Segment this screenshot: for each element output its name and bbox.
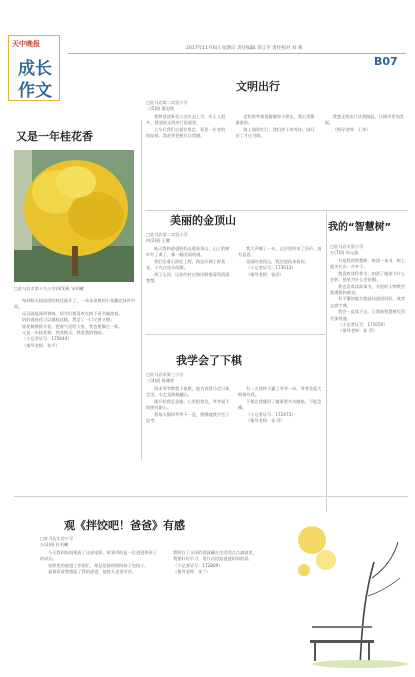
vertical-divider (141, 120, 142, 460)
teacher-note: （指导老师：孙 萍） (338, 328, 378, 334)
byline-xiache: □驻马店市第三小学 三(4)班 杨雅婷 (146, 372, 184, 384)
body-guihua (14, 298, 138, 458)
masthead-info: 2017年11月6日 星期日 责任编辑 李江平 责任校对 刘 燕 (186, 46, 303, 51)
byline-wenming: □驻马店第二实验小学 二(5)班 董思瑶 (146, 100, 188, 112)
paragraph: 看着看着我想起了我的爸爸，他每天也很辛苦。 (48, 569, 136, 575)
teacher-note: （指导老师：朱兰） (173, 569, 211, 575)
paragraph: 桂花树默默开花，把香气送给大家，我也要像它一样。 (22, 323, 123, 329)
paragraph: 我想文明出行从我做起，让城市更加美丽。 (324, 114, 404, 126)
masthead (8, 35, 408, 105)
divider (145, 334, 325, 335)
paragraph: 我喜欢读科普书，知道了地球为什么会转，星星为什么会眨眼。 (330, 270, 406, 283)
body-guangan (40, 550, 284, 658)
paragraph: 书是我的智慧树，每读一本书，树上就多长出一片叶子。 (330, 258, 406, 270)
reporter-id: （小记者证号：172809） (173, 562, 223, 568)
article-title-guangan: 观《拌饺吧！爸爸》有感 (64, 519, 185, 532)
paragraph: 有一天我终于赢了爷爷一局，爷爷竖起大拇指夸我。 (238, 386, 322, 398)
article-title-wenming: 文明出行 (236, 80, 280, 93)
osmanthus-tree-photo (14, 150, 134, 282)
paragraph: 周末爷爷教我下象棋，他告诉我马走日象走田，车走直路炮翻山。 (146, 386, 230, 398)
paragraph: 我每天都和爷爷下一盘，慢慢地我学会了思考。 (146, 411, 230, 424)
byline-guangan: □驻马店实验小学 五(2)班 杜若曦 (40, 536, 74, 548)
teacher-note: （指导老师：孙 萍） (246, 418, 286, 424)
body-xiache (146, 386, 324, 488)
paragraph: 电影里的爸爸工作很忙，却总是抽时间陪孩子包饺子。 (48, 562, 149, 568)
divider (145, 210, 408, 211)
paragraph: 妈妈说桂花可以做桂花糕，我尝了一口又香又甜。 (22, 317, 115, 323)
paragraph: 我们沿着石阶往上爬，路边开满了野菊花，小鸟在枝头唱歌。 (146, 258, 226, 271)
paragraph: 路上遇到红灯，我们停下来等待，绿灯亮了才过马路。 (235, 126, 315, 139)
reporter-id: （小记者证号：171050） (338, 322, 388, 328)
paragraph: 又是一年桂花香，我爱秋天，我爱我的校园。 (22, 330, 106, 336)
byline-jinding: □驻马店第二实验小学 四(2)班 王鹏 (146, 232, 188, 244)
paragraph: 我明白了父母的爱就藏在生活的点点滴滴里。 (173, 550, 257, 555)
section-title-line2: 作文 (18, 81, 52, 101)
paragraph: 下棋让我懂得了做事要多动脑筋，不能急躁。 (238, 398, 322, 411)
reporter-id: （小记者证号：172473） (246, 411, 296, 417)
teacher-note: （指导老师：张平） (22, 342, 60, 348)
byline-guihua: □驻马店市第十九小学四(5)班 宋明曦 (14, 286, 84, 291)
body-zhihui (330, 258, 408, 512)
body-wenming (146, 114, 408, 206)
reporter-id: （小记者证号：173013） (246, 265, 296, 271)
tree-illustration (14, 150, 134, 282)
paragraph: 秋天我和爸爸妈妈去爬金顶山，山上的树叶红了黄了，像一幅美丽的画。 (146, 246, 230, 258)
byline-zhihui: □驻马店实验小学 五(7)班 周元喆 (330, 244, 364, 256)
article-title-zhihui: 我的“智慧树” (328, 222, 392, 233)
section-title-line1: 成长 (18, 59, 52, 79)
masthead-rule (68, 53, 406, 54)
paragraph: 我要好好学习，用行动回报爸爸妈妈的爱。 (173, 556, 253, 562)
bench-tree-illustration (290, 498, 408, 670)
paragraph: 我也喜欢读故事书，书里的人物教会我勇敢和善良。 (330, 283, 406, 296)
paragraph: 我大声喊了一句，山谷里传来了回声，真有意思。 (238, 246, 322, 258)
article-title-jinding: 美丽的金顶山 (170, 214, 236, 227)
paragraph: 我会一直读下去，让我的智慧树长得更加茂盛。 (330, 309, 406, 321)
paragraph: 美丽的金顶山，我还想再来看你。 (246, 258, 309, 264)
paper-name: 天中晚报 (12, 40, 40, 48)
paragraph: 上车后我们自觉往里走，看见一位老奶奶站着，我赶紧把座位让给她。 (146, 126, 226, 139)
paragraph: 今天我和妈妈观看了这部电影，故事讲的是一位爸爸和孩子的成长。 (40, 550, 157, 562)
vertical-divider (326, 212, 327, 512)
teacher-note: （指导老师：张萍） (246, 271, 284, 277)
paragraph: 老奶奶笑着说谢谢你小朋友，我心里甜滋滋的。 (235, 114, 315, 126)
page-number: B07 (374, 55, 398, 68)
divider (14, 496, 408, 497)
body-jinding (146, 246, 324, 330)
paragraph: 远远就能闻到香味，同学们都喜欢在树下看书做游戏。 (22, 310, 123, 316)
paragraph: 刚开始我总是输，心里很着急，爷爷说下棋要有耐心。 (146, 398, 230, 411)
reporter-id: （小记者证号：175644） (22, 336, 72, 342)
paragraph: 我和爸爸乘坐公交车去上学，车上人很多，爸爸说文明出行很重要。 (146, 114, 226, 126)
article-title-xiache: 我学会了下棋 (176, 354, 242, 367)
teacher-note: （指导老师：王华） (332, 126, 371, 132)
paragraph: 到了山顶，远处的村庄和田野都看得清清楚楚。 (146, 271, 230, 284)
paragraph: 有不懂的地方我就问爸爸妈妈，或者去查字典。 (330, 296, 406, 308)
article-title-guihua: 又是一年桂花香 (16, 130, 93, 143)
decorative-illustration (290, 498, 408, 670)
paragraph: 每到秋天校园里的桂花就开了，一朵朵金黄的小花藏在绿叶中间。 (14, 298, 136, 310)
